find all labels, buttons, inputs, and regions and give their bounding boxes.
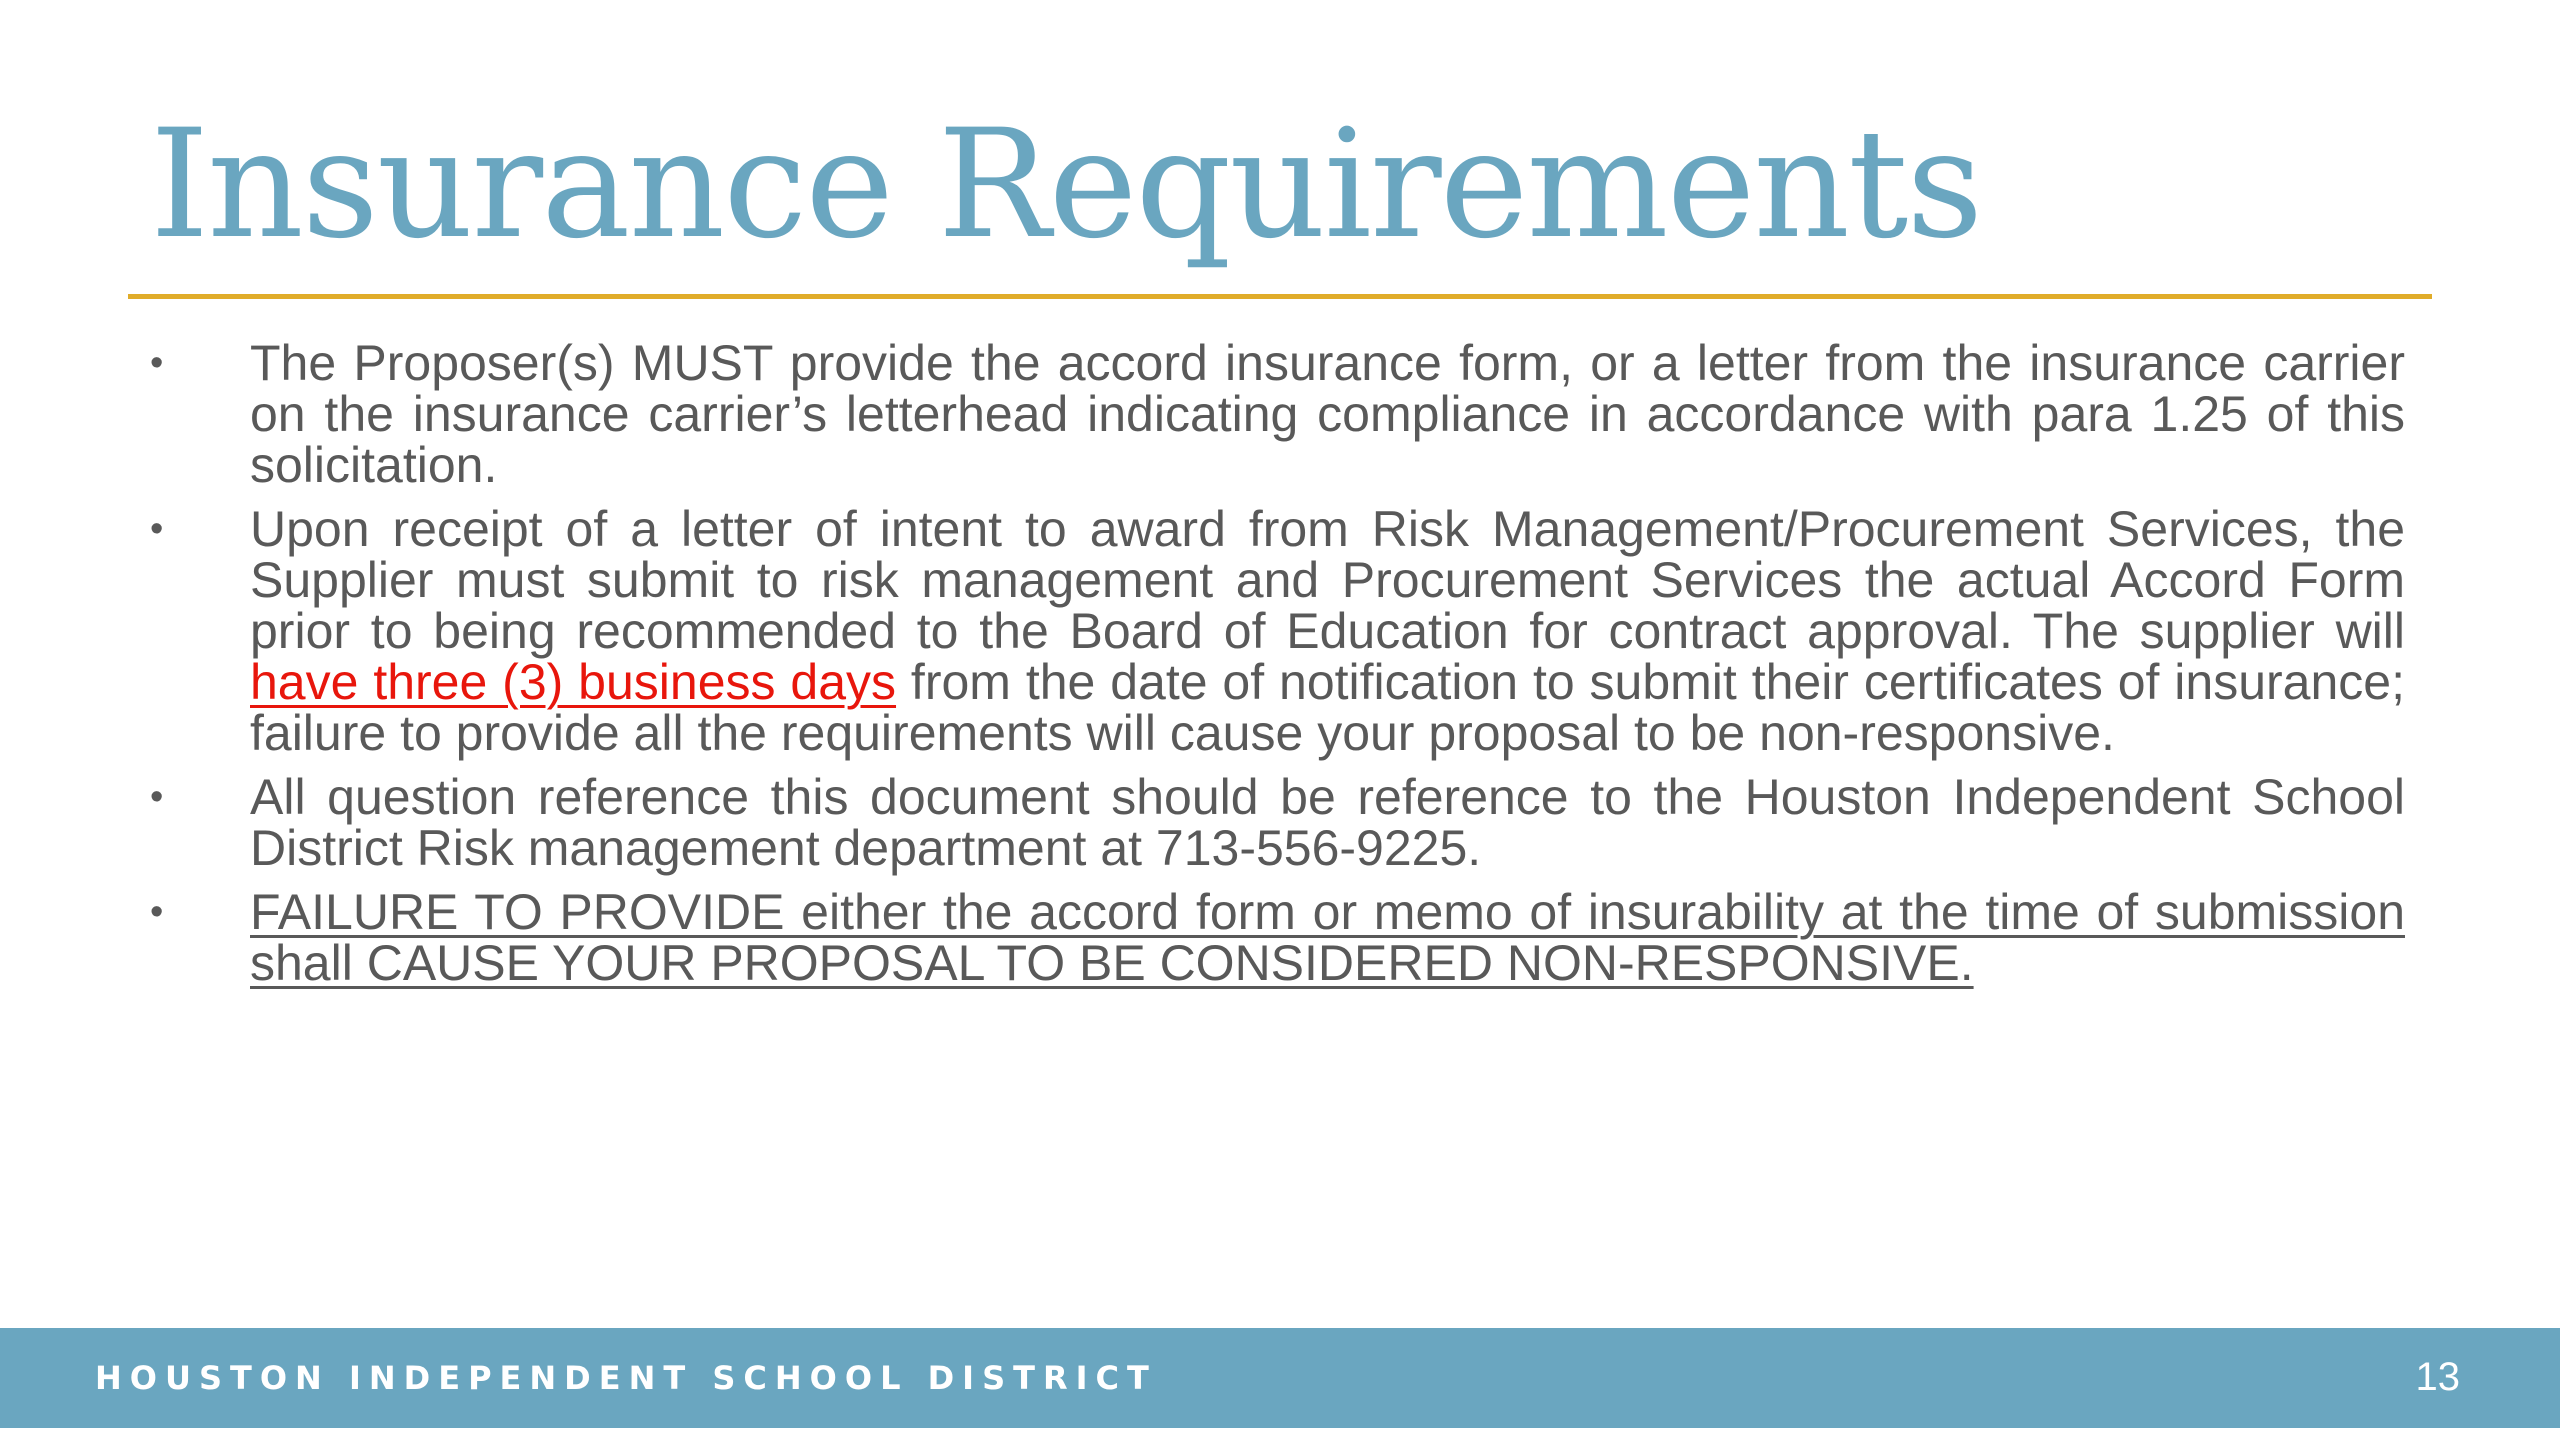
bullet-text: All question reference this document should be reference to the Houston Independent School District Risk management department at 713-556-9225.	[250, 769, 2405, 876]
bullet-item-letter-of-intent	[150, 501, 2405, 761]
bullet-item-contact	[150, 769, 2405, 876]
footer-organization: HOUSTON INDEPENDENT SCHOOL DISTRICT	[95, 1359, 1157, 1397]
title-divider	[128, 294, 2432, 299]
page-number: 13	[2415, 1355, 2460, 1399]
bullet-marker: •	[150, 342, 164, 384]
slide-title: Insurance Requirements	[150, 98, 1982, 272]
bullet-marker: •	[150, 508, 164, 550]
bullet-text: The Proposer(s) MUST provide the accord insurance form, or a letter from the insurance carrier on the insurance carrier’s letterhead indicating compliance in accordance with para 1.25 of this solicitation.	[250, 335, 2405, 493]
bullet-text-before: Upon receipt of a letter of intent to award from Risk Management/Procurement Services, the Supplier must submit to risk management and Procurement Services the actual Accord Form prior to being recommended to the Board of Education for contract approval. The supplier will	[250, 501, 2405, 659]
bullet-text-after: from the date of notification to submit their certificates of insurance; failure to provide all the requirements will cause your proposal to be non-responsive.	[250, 654, 2405, 761]
business-days-highlight: have three (3) business days	[250, 654, 897, 710]
bullet-list	[150, 335, 2405, 1002]
bullet-marker: •	[150, 891, 164, 933]
footer-bar	[0, 1328, 2560, 1428]
bullet-item-accord-form	[150, 335, 2405, 493]
failure-warning-text: FAILURE TO PROVIDE either the accord form or memo of insurability at the time of submission shall CAUSE YOUR PROPOSAL TO BE CONSIDERED NON-RESPONSIVE.	[250, 884, 2405, 991]
bullet-marker: •	[150, 776, 164, 818]
bullet-item-failure-warning	[150, 884, 2405, 991]
